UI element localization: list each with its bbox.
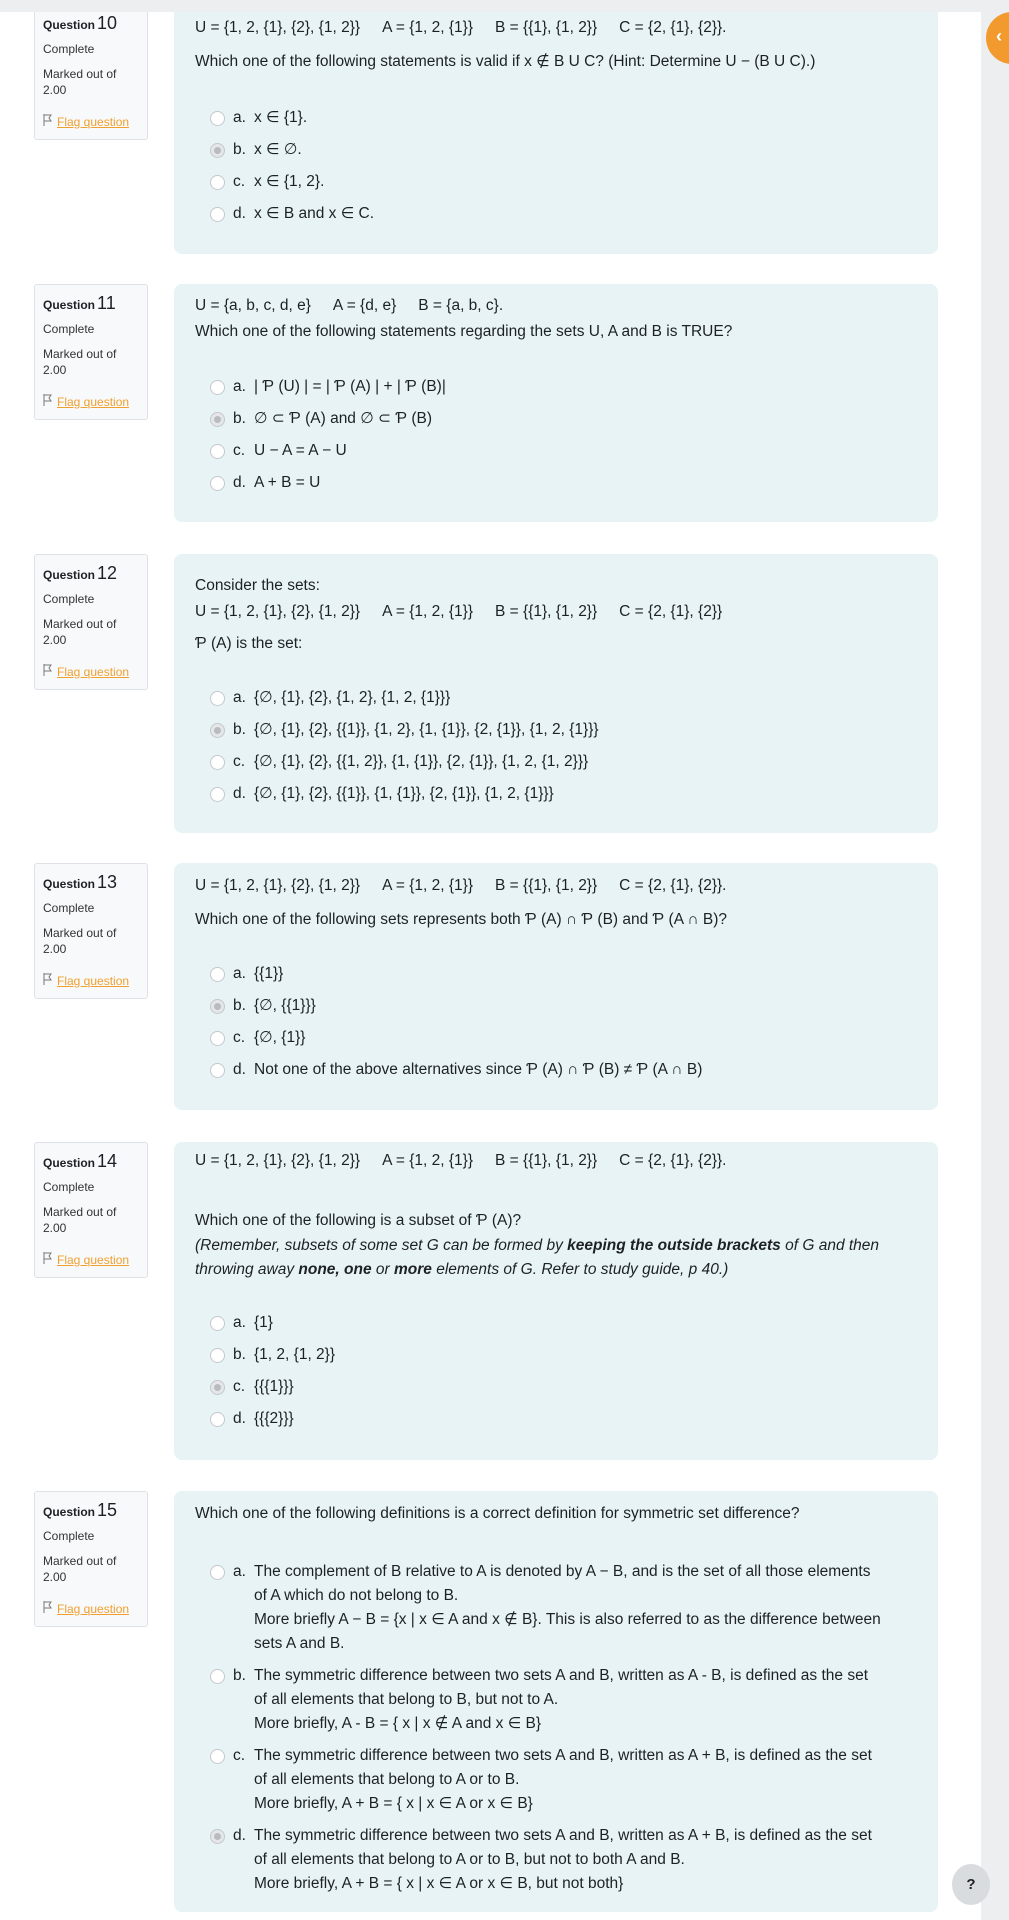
answer-option-a[interactable] (210, 682, 918, 714)
option-text (254, 1375, 918, 1399)
question-mark (43, 346, 139, 378)
option-text-line: of all elements that belong to B, but not to A. (254, 1691, 559, 1708)
question-number (43, 563, 139, 584)
answer-options (195, 682, 918, 810)
answer-option-d[interactable] (210, 1820, 918, 1900)
question-number (43, 293, 139, 314)
hint-text: (Remember, subsets of some set G can be formed by (195, 1237, 568, 1254)
flag-icon (43, 1601, 53, 1616)
question-prompt: Which one of the following statements regarding the sets U, A and B is TRUE? (195, 323, 733, 340)
question-prompt: Which one of the following definitions is a correct definition for symmetric set difference? (195, 1505, 800, 1522)
hint-text: of G and then throwing away (195, 1237, 880, 1278)
question-mark (43, 1204, 139, 1236)
option-text (254, 202, 918, 226)
hint-emphasis: keeping the outside brackets (567, 1237, 781, 1254)
option-text (254, 106, 918, 130)
radio-button[interactable] (210, 1063, 225, 1078)
flag-icon (43, 394, 53, 409)
answer-options (195, 371, 918, 499)
top-bar (0, 0, 1009, 12)
question-label: Question (43, 18, 96, 32)
option-text-line: {∅, {1}, {2}, {1, 2}, {1, 2, {1}}} (254, 689, 451, 706)
option-text (254, 1560, 918, 1656)
question-mark (43, 66, 139, 98)
option-text-line: {∅, {{1}}} (254, 997, 316, 1014)
option-text-line: More briefly, A - B = { x | x ∉ A and x ∈ B} (254, 1715, 542, 1732)
flag-question[interactable] (43, 114, 139, 129)
question-intro: Consider the sets: (195, 577, 320, 594)
answer-option-d[interactable] (210, 1054, 918, 1086)
radio-button[interactable] (210, 967, 225, 982)
option-letter: c. (233, 1747, 246, 1764)
option-text (254, 1343, 918, 1367)
option-text-line: x ∈ {1}. (254, 109, 308, 126)
option-letter: a. (233, 1563, 246, 1580)
option-letter: b. (233, 1346, 246, 1363)
answer-option-a[interactable] (210, 102, 918, 134)
flag-question[interactable] (43, 664, 139, 679)
option-text-line: The symmetric difference between two sets A and B, written as A + B, is defined as the set (254, 1747, 872, 1764)
question-label: Question (43, 568, 96, 582)
option-text (254, 471, 918, 495)
radio-selected[interactable] (210, 723, 225, 738)
question-number (43, 13, 139, 34)
question-label: Question (43, 877, 96, 891)
chevron-left-icon: ‹ (996, 26, 1002, 46)
answer-option-d[interactable] (210, 198, 918, 230)
option-text (254, 375, 918, 399)
flag-icon (43, 114, 53, 129)
option-text-line: of A which do not belong to B. (254, 1587, 459, 1604)
option-letter: c. (233, 442, 246, 459)
radio-button[interactable] (210, 444, 225, 459)
set-definition: B = {{1}, {1, 2}} (495, 1152, 598, 1169)
option-text-line: More briefly, A + B = { x | x ∈ A or x ∈ B, but not both} (254, 1875, 624, 1892)
answer-option-d[interactable] (210, 467, 918, 499)
answer-option-a[interactable] (210, 1556, 918, 1660)
option-text-line: {∅, {1}, {2}, {{1, 2}}, {1, {1}}, {2, {1}}, {1, 2, {1, 2}}} (254, 753, 589, 770)
option-text-line: ∅ ⊂ Ƥ (A) and ∅ ⊂ Ƥ (B) (254, 410, 433, 427)
question-state: Complete (43, 322, 95, 336)
option-text-line: {∅, {1}, {2}, {{1}}, {1, {1}}, {2, {1}}, {1, 2, {1}}} (254, 785, 554, 802)
mark-value: 2.00 (43, 83, 67, 97)
question-info (34, 1142, 148, 1278)
option-letter: a. (233, 378, 246, 395)
option-text (254, 718, 918, 742)
hint-emphasis: none, one (298, 1261, 372, 1278)
option-text (254, 962, 918, 986)
question-info (34, 284, 148, 420)
question-content (174, 1491, 938, 1912)
question-mark (43, 616, 139, 648)
radio-button[interactable] (210, 207, 225, 222)
option-letter: a. (233, 689, 246, 706)
answer-option-c[interactable] (210, 1022, 918, 1054)
flag-question[interactable] (43, 1252, 139, 1267)
option-text-line: {∅, {1}, {2}, {{1}}, {1, 2}, {1, {1}}, {2, {1}}, {1, 2, {1}}} (254, 721, 599, 738)
option-text-line: of all elements that belong to A or to B, but not to both A and B. (254, 1851, 685, 1868)
answer-option-c[interactable] (210, 435, 918, 467)
option-letter: b. (233, 141, 246, 158)
option-text-line: sets A and B. (254, 1635, 345, 1652)
answer-options (195, 1556, 918, 1900)
set-definition: A = {1, 2, {1}} (382, 877, 474, 894)
set-definitions (195, 1148, 918, 1174)
flag-question-link[interactable]: Flag question (57, 973, 130, 988)
answer-option-c[interactable] (210, 746, 918, 778)
question-content (174, 4, 938, 254)
radio-button[interactable] (210, 175, 225, 190)
answer-option-c[interactable] (210, 1371, 918, 1403)
option-text (254, 138, 918, 162)
question-number-value: 12 (97, 563, 118, 583)
option-text-line: {1, 2, {1, 2}} (254, 1346, 336, 1363)
set-definition: C = {2, {1}, {2}}. (619, 1152, 727, 1169)
option-text-line: {1} (254, 1314, 273, 1331)
flag-question-link[interactable]: Flag question (57, 394, 130, 409)
set-definitions (195, 873, 918, 899)
mark-value: 2.00 (43, 942, 67, 956)
radio-selected[interactable] (210, 412, 225, 427)
mark-value: 2.00 (43, 363, 67, 377)
answer-option-a[interactable] (210, 958, 918, 990)
set-definitions (195, 15, 918, 41)
option-letter: a. (233, 1314, 246, 1331)
question-info (34, 863, 148, 999)
option-text-line: The symmetric difference between two sets A and B, written as A + B, is defined as the set (254, 1827, 872, 1844)
question-info (34, 554, 148, 690)
radio-button[interactable] (210, 1749, 225, 1764)
question-state: Complete (43, 42, 95, 56)
question-content (174, 284, 938, 522)
radio-button[interactable] (210, 111, 225, 126)
answer-option-b[interactable] (210, 1660, 918, 1740)
option-text-line: x ∈ ∅. (254, 141, 302, 158)
radio-selected[interactable] (210, 143, 225, 158)
radio-button[interactable] (210, 1412, 225, 1427)
question-content (174, 1142, 938, 1460)
option-letter: c. (233, 753, 246, 770)
flag-icon (43, 1252, 53, 1267)
question-number-value: 14 (97, 1151, 118, 1171)
option-letter: d. (233, 1410, 246, 1427)
option-text-line: of all elements that belong to A or to B. (254, 1771, 520, 1788)
option-text-line: More briefly, A + B = { x | x ∈ A or x ∈ B} (254, 1795, 533, 1812)
flag-question[interactable] (43, 973, 139, 988)
flag-question-link[interactable]: Flag question (57, 1252, 130, 1267)
question-state: Complete (43, 1529, 95, 1543)
question-number (43, 1500, 139, 1521)
option-text-line: Not one of the above alternatives since Ƥ (A) ∩ Ƥ (B) ≠ Ƥ (A ∩ B) (254, 1061, 703, 1078)
option-text (254, 1664, 918, 1736)
radio-button[interactable] (210, 1031, 225, 1046)
marked-out-of-label: Marked out of (43, 926, 117, 940)
question-state: Complete (43, 901, 95, 915)
set-definition: A = {1, 2, {1}} (382, 19, 474, 36)
mark-value: 2.00 (43, 1570, 67, 1584)
flag-question[interactable] (43, 1601, 139, 1616)
question-info (34, 4, 148, 140)
radio-button[interactable] (210, 755, 225, 770)
answer-option-b[interactable] (210, 134, 918, 166)
flag-question-link[interactable]: Flag question (57, 114, 130, 129)
question-prompt: Which one of the following sets represents both Ƥ (A) ∩ Ƥ (B) and Ƥ (A ∩ B)? (195, 911, 728, 928)
option-text (254, 1744, 918, 1816)
option-text-line: More briefly A − B = {x | x ∈ A and x ∉ B}. This is also referred to as the difference between (254, 1611, 881, 1628)
question-number-value: 13 (97, 872, 118, 892)
option-text (254, 439, 918, 463)
mark-value: 2.00 (43, 633, 67, 647)
option-text (254, 1058, 918, 1082)
question-content (174, 863, 938, 1110)
question-content (174, 554, 938, 833)
answer-options (195, 102, 918, 230)
marked-out-of-label: Marked out of (43, 1554, 117, 1568)
marked-out-of-label: Marked out of (43, 67, 117, 81)
radio-button[interactable] (210, 476, 225, 491)
option-text (254, 170, 918, 194)
option-letter: b. (233, 997, 246, 1014)
radio-button[interactable] (210, 380, 225, 395)
hint-emphasis: more (394, 1261, 432, 1278)
question-label: Question (43, 1505, 96, 1519)
answer-option-a[interactable] (210, 371, 918, 403)
set-definition: A = {d, e} (332, 297, 397, 314)
set-definition: U = {a, b, c, d, e} (195, 297, 311, 314)
question-prompt: Which one of the following is a subset of Ƥ (A)? (195, 1212, 522, 1229)
answer-option-a[interactable] (210, 1307, 918, 1339)
set-definition: C = {2, {1}, {2}}. (619, 19, 727, 36)
marked-out-of-label: Marked out of (43, 347, 117, 361)
question-state: Complete (43, 592, 95, 606)
option-letter: d. (233, 1061, 246, 1078)
set-definition: U = {1, 2, {1}, {2}, {1, 2}} (195, 1152, 361, 1169)
radio-selected[interactable] (210, 1380, 225, 1395)
marked-out-of-label: Marked out of (43, 1205, 117, 1219)
set-definition: B = {a, b, c}. (418, 297, 504, 314)
mark-value: 2.00 (43, 1221, 67, 1235)
radio-button[interactable] (210, 1565, 225, 1580)
radio-button[interactable] (210, 1316, 225, 1331)
set-definition: C = {2, {1}, {2}} (619, 603, 723, 620)
set-definitions (195, 599, 918, 625)
option-letter: b. (233, 410, 246, 427)
set-definition: U = {1, 2, {1}, {2}, {1, 2}} (195, 603, 361, 620)
set-definition: U = {1, 2, {1}, {2}, {1, 2}} (195, 19, 361, 36)
question-info (34, 1491, 148, 1627)
set-definition: A = {1, 2, {1}} (382, 603, 474, 620)
option-letter: d. (233, 474, 246, 491)
answer-option-d[interactable] (210, 778, 918, 810)
flag-question-link[interactable]: Flag question (57, 1601, 130, 1616)
option-text (254, 782, 918, 806)
radio-button[interactable] (210, 1348, 225, 1363)
option-text-line: {∅, {1}} (254, 1029, 306, 1046)
flag-question-link[interactable]: Flag question (57, 664, 130, 679)
option-letter: c. (233, 1378, 246, 1395)
hint-text: elements of G. Refer to study guide, p 40.) (431, 1261, 729, 1278)
set-definitions (195, 293, 918, 319)
answer-option-b[interactable] (210, 403, 918, 435)
marked-out-of-label: Marked out of (43, 617, 117, 631)
question-number-value: 10 (97, 13, 118, 33)
set-definition: B = {{1}, {1, 2}} (495, 19, 598, 36)
right-gutter (981, 0, 1009, 1920)
question-number-value: 11 (97, 293, 116, 313)
question-prompt: Which one of the following statements is valid if x ∉ B U C? (Hint: Determine U − (B U C).) (195, 53, 816, 70)
question-prompt: Ƥ (A) is the set: (195, 635, 303, 652)
option-text (254, 407, 918, 431)
question-label: Question (43, 298, 96, 312)
question-mark (43, 925, 139, 957)
answer-options (195, 958, 918, 1086)
question-state: Complete (43, 1180, 95, 1194)
radio-selected[interactable] (210, 1829, 225, 1844)
flag-icon (43, 664, 53, 679)
set-definition: B = {{1}, {1, 2}} (495, 603, 598, 620)
question-number (43, 1151, 139, 1172)
option-text-line: {{1}} (254, 965, 284, 982)
option-text (254, 686, 918, 710)
hint-text: or (371, 1261, 394, 1278)
option-text-line: The complement of B relative to A is denoted by A − B, and is the set of all those elements (254, 1563, 871, 1580)
answer-option-c[interactable] (210, 1740, 918, 1820)
option-text (254, 1824, 918, 1896)
question-hint (195, 1234, 918, 1282)
option-letter: d. (233, 205, 246, 222)
option-text-line: U − A = A − U (254, 442, 347, 459)
set-definition: B = {{1}, {1, 2}} (495, 877, 598, 894)
option-letter: c. (233, 173, 246, 190)
answer-option-b[interactable] (210, 714, 918, 746)
help-button[interactable]: ? (952, 1864, 990, 1905)
option-text (254, 1026, 918, 1050)
answer-option-b[interactable] (210, 1339, 918, 1371)
set-definition: A = {1, 2, {1}} (382, 1152, 474, 1169)
option-text-line: {{{1}}} (254, 1378, 294, 1395)
radio-button[interactable] (210, 1669, 225, 1684)
question-number (43, 872, 139, 893)
flag-question[interactable] (43, 394, 139, 409)
option-text (254, 994, 918, 1018)
option-letter: a. (233, 965, 246, 982)
answer-option-d[interactable] (210, 1403, 918, 1435)
option-letter: a. (233, 109, 246, 126)
radio-selected[interactable] (210, 999, 225, 1014)
set-definition: C = {2, {1}, {2}}. (619, 877, 727, 894)
option-text-line: x ∈ B and x ∈ C. (254, 205, 375, 222)
option-text (254, 1311, 918, 1335)
option-letter: d. (233, 1827, 246, 1844)
option-letter: c. (233, 1029, 246, 1046)
flag-icon (43, 973, 53, 988)
option-letter: b. (233, 1667, 246, 1684)
question-number-value: 15 (97, 1500, 118, 1520)
option-text (254, 750, 918, 774)
radio-button[interactable] (210, 787, 225, 802)
radio-button[interactable] (210, 691, 225, 706)
option-letter: b. (233, 721, 246, 738)
option-text-line: | Ƥ (U) | = | Ƥ (A) | + | Ƥ (B)| (254, 378, 446, 395)
option-text-line: The symmetric difference between two sets A and B, written as A - B, is defined as the set (254, 1667, 868, 1684)
option-text (254, 1407, 918, 1431)
option-text-line: A + B = U (254, 474, 321, 491)
set-definition: U = {1, 2, {1}, {2}, {1, 2}} (195, 877, 361, 894)
option-text-line: {{{2}}} (254, 1410, 294, 1427)
option-text-line: x ∈ {1, 2}. (254, 173, 325, 190)
question-label: Question (43, 1156, 96, 1170)
answer-options (195, 1307, 918, 1435)
option-letter: d. (233, 785, 246, 802)
answer-option-b[interactable] (210, 990, 918, 1022)
answer-option-c[interactable] (210, 166, 918, 198)
question-mark (43, 1553, 139, 1585)
